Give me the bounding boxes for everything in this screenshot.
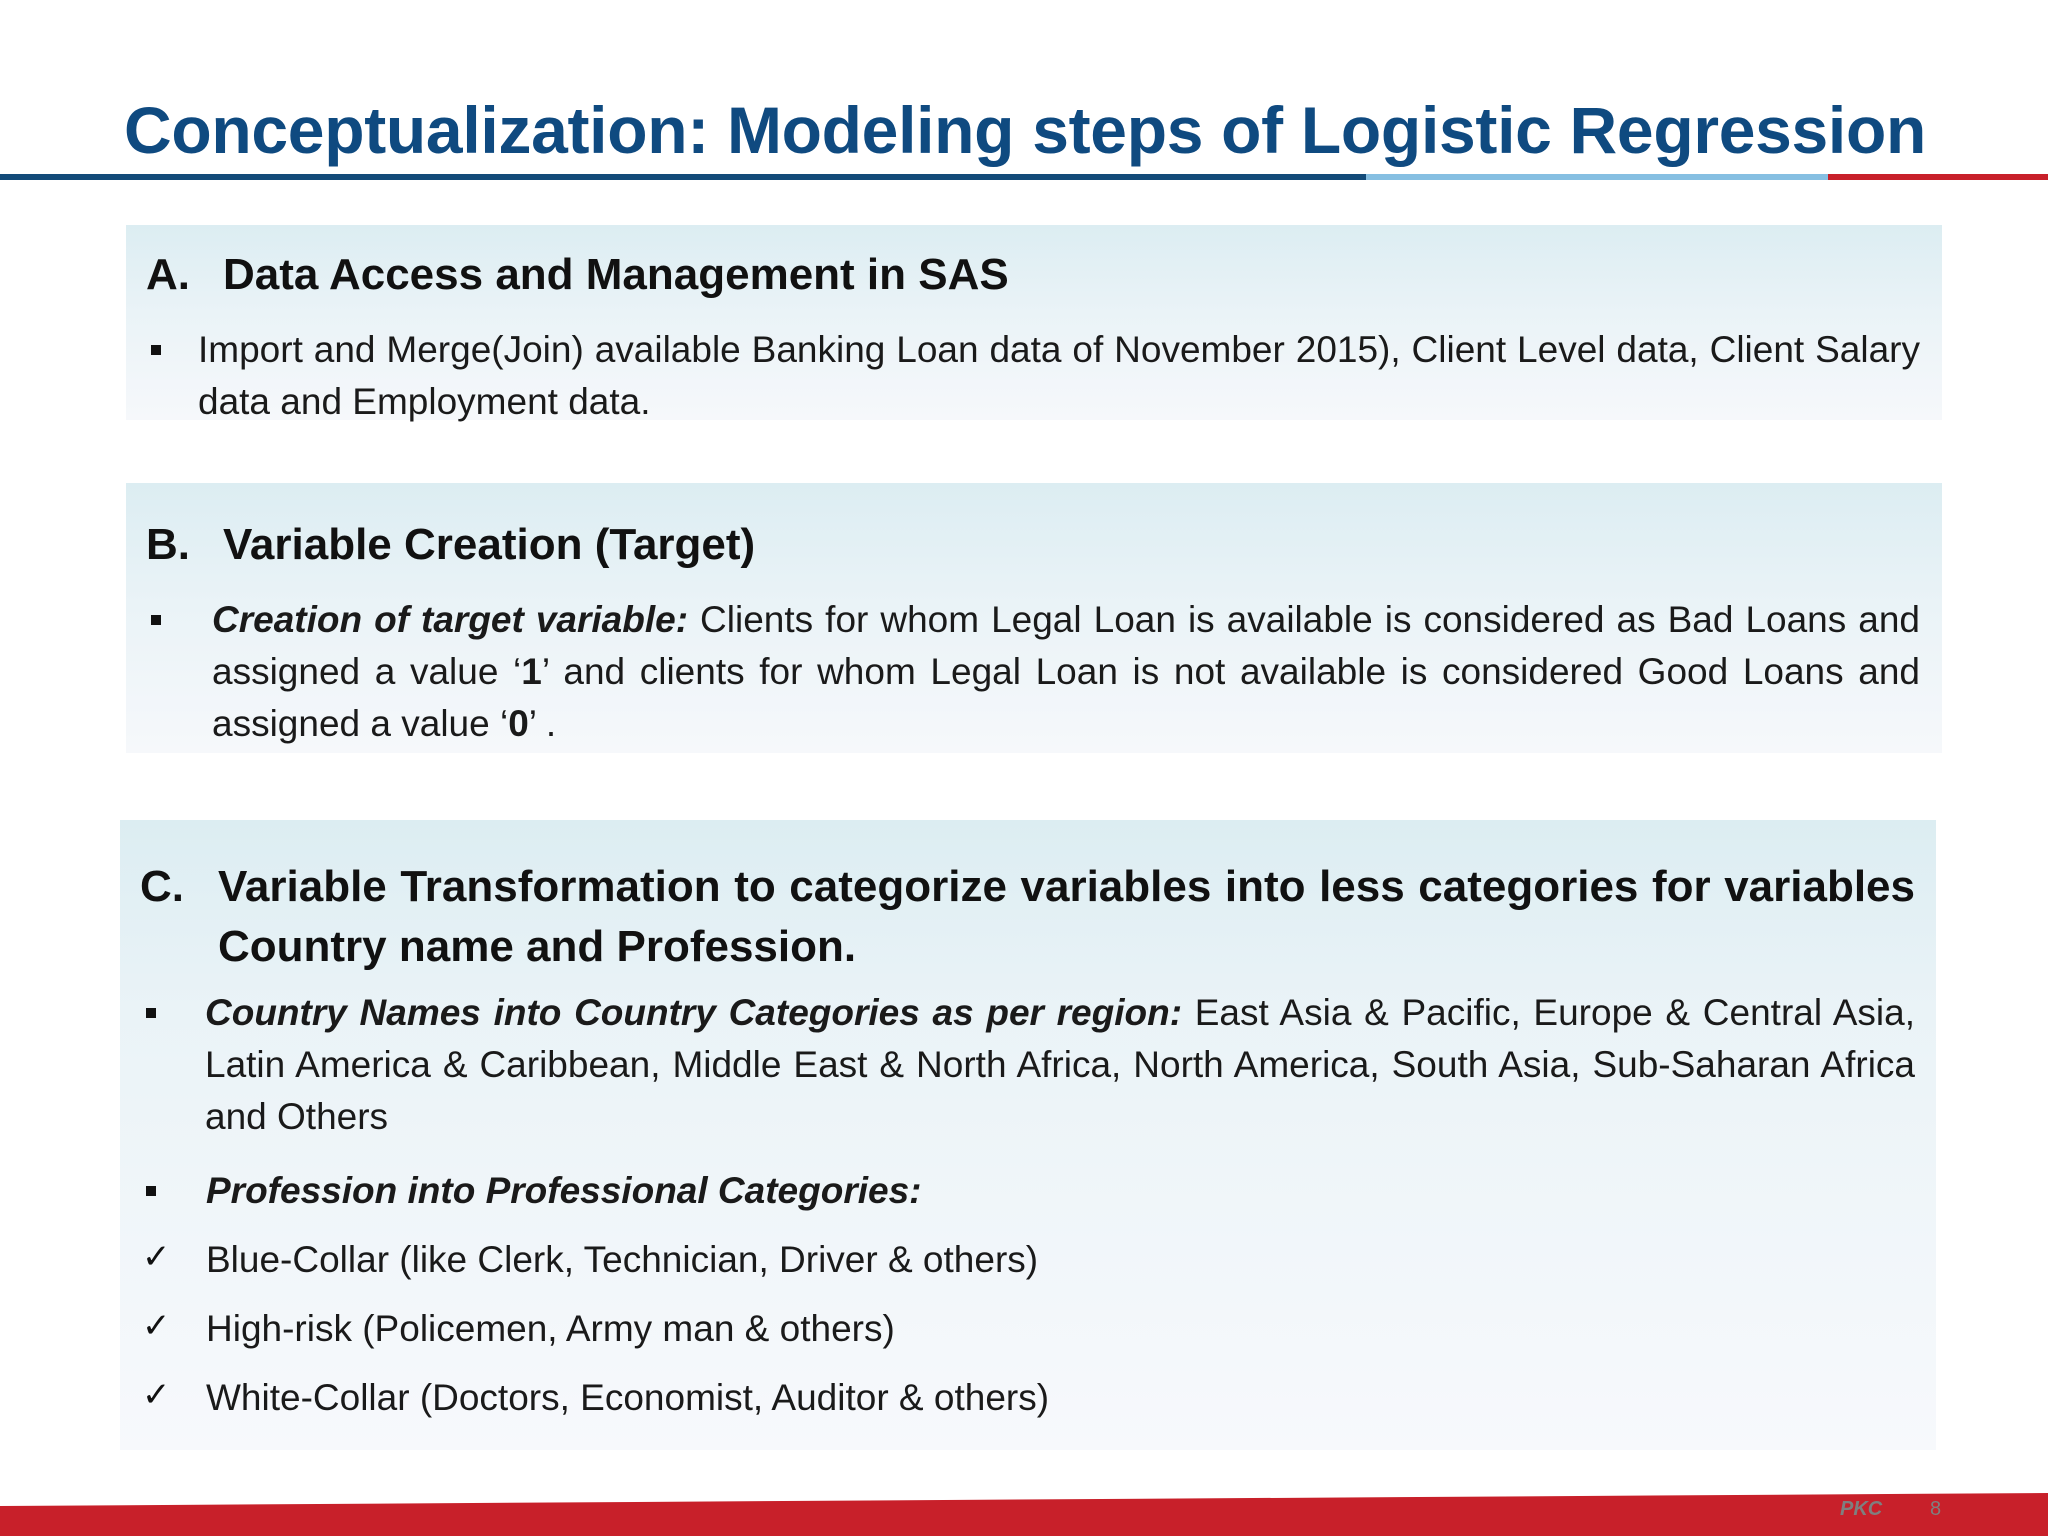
category-item: High-risk (Policemen, Army man & others) (206, 1308, 895, 1349)
section-c-letter: C. (140, 862, 184, 911)
section-c-heading-text: Variable Transformation to categorize variables into less categories for variables Country name and Profession. (218, 862, 1915, 971)
category-item: Blue-Collar (like Clerk, Technician, Driver & others) (206, 1239, 1039, 1280)
section-a-letter: A. (146, 250, 190, 299)
section-a-heading (146, 250, 1846, 306)
footer-band-slope (0, 1493, 2048, 1506)
bullet-icon (146, 1008, 156, 1018)
section-b-heading (146, 520, 1846, 576)
category-item: White-Collar (Doctors, Economist, Auditor & others) (206, 1377, 1050, 1418)
title-rule-dark (0, 174, 1366, 180)
bullet-icon (151, 345, 161, 355)
target-text-1: Clients for whom Legal Loan is available is considered as Bad Loans and assigned a value ‘ (212, 599, 1920, 692)
value-bad: 1 (521, 651, 542, 692)
footer-separator (1910, 1502, 1913, 1520)
section-b-heading-text: Variable Creation (Target) (223, 520, 756, 569)
section-b-bullet-text (212, 594, 1920, 750)
bullet-icon (151, 615, 161, 625)
footer-mark: PKC (1840, 1498, 1883, 1520)
value-good: 0 (508, 703, 529, 744)
bullet-icon (146, 1186, 156, 1196)
check-icon: ✓ (142, 1375, 171, 1415)
profession-lead: Profession into Professional Categories: (206, 1170, 922, 1211)
title-rule-red (1828, 174, 2048, 180)
section-a-heading-text: Data Access and Management in SAS (223, 250, 1009, 299)
section-a-bullet-text: Import and Merge(Join) available Banking Loan data of November 2015), Client Level data, Client Salary data and Employment data. (198, 329, 1920, 422)
country-lead: Country Names into Country Categories as per region: (205, 992, 1183, 1033)
check-icon: ✓ (142, 1306, 171, 1346)
target-text-2: ’ and clients for whom Legal Loan is not available is considered Good Loans and assigned a value ‘ (212, 651, 1921, 744)
target-variable-lead: Creation of target variable: (212, 599, 689, 640)
section-c-heading (140, 857, 1915, 977)
page-number: 8 (1930, 1498, 1942, 1520)
footer-band (0, 1506, 2048, 1536)
slide-title: Conceptualization: Modeling steps of Logistic Regression (124, 93, 1927, 167)
target-text-3: ’ . (528, 703, 557, 744)
country-categories-text (205, 987, 1915, 1143)
check-icon: ✓ (142, 1237, 171, 1277)
title-rule-light (1366, 174, 1828, 180)
section-b-letter: B. (146, 520, 190, 569)
country-list: East Asia & Pacific, Europe & Central Asia, Latin America & Caribbean, Middle East & North Africa, North America, South Asia, Sub-Saharan Africa and Others (205, 992, 1915, 1137)
